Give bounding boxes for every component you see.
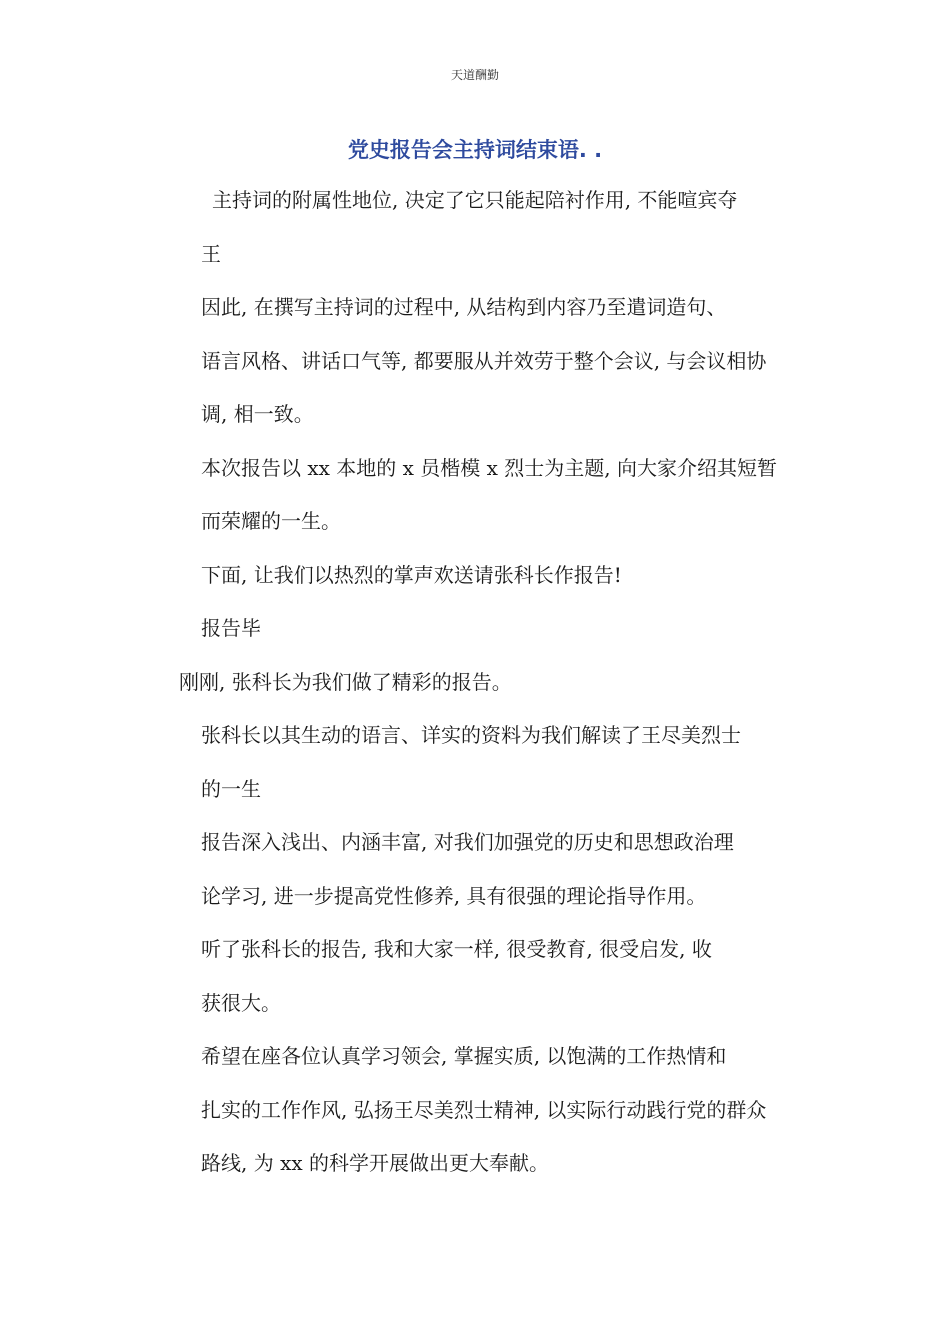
body-line: 本次报告以 xx 本地的 x 员楷模 x 烈士为主题, 向大家介绍其短暂 — [201, 456, 777, 480]
body-line: 的一生 — [201, 777, 261, 801]
page-header: 天道酬勤 — [450, 68, 499, 82]
body-line: 张科长以其生动的语言、详实的资料为我们解读了王尽美烈士 — [201, 723, 741, 747]
body-line: 听了张科长的报告, 我和大家一样, 很受教育, 很受启发, 收 — [201, 937, 712, 961]
body-line: 扎实的工作作风, 弘扬王尽美烈士精神, 以实际行动践行党的群众 — [201, 1098, 767, 1122]
body-line: 语言风格、讲话口气等, 都要服从并效劳于整个会议, 与会议相协 — [201, 349, 767, 373]
body-line: 报告深入浅出、内涵丰富, 对我们加强党的历史和思想政治理 — [201, 830, 734, 854]
body-line: 希望在座各位认真学习领会, 掌握实质, 以饱满的工作热情和 — [201, 1044, 727, 1068]
body-line: 王 — [201, 242, 221, 266]
body-line: 刚刚, 张科长为我们做了精彩的报告。 — [179, 670, 512, 694]
body-line: 主持词的附属性地位, 决定了它只能起陪衬作用, 不能喧宾夺 — [212, 188, 738, 212]
body-line: 调, 相一致。 — [201, 402, 314, 426]
body-line: 获很大。 — [201, 991, 281, 1015]
body-line: 报告毕 — [201, 616, 261, 640]
body-line: 而荣耀的一生。 — [201, 509, 341, 533]
document-title: 党史报告会主持词结束语. . — [347, 138, 603, 162]
body-line: 路线, 为 xx 的科学开展做出更大奉献。 — [201, 1151, 549, 1175]
body-line: 论学习, 进一步提高党性修养, 具有很强的理论指导作用。 — [201, 884, 707, 908]
body-line: 下面, 让我们以热烈的掌声欢送请张科长作报告! — [201, 563, 622, 587]
body-line: 因此, 在撰写主持词的过程中, 从结构到内容乃至遣词造句、 — [201, 295, 727, 319]
